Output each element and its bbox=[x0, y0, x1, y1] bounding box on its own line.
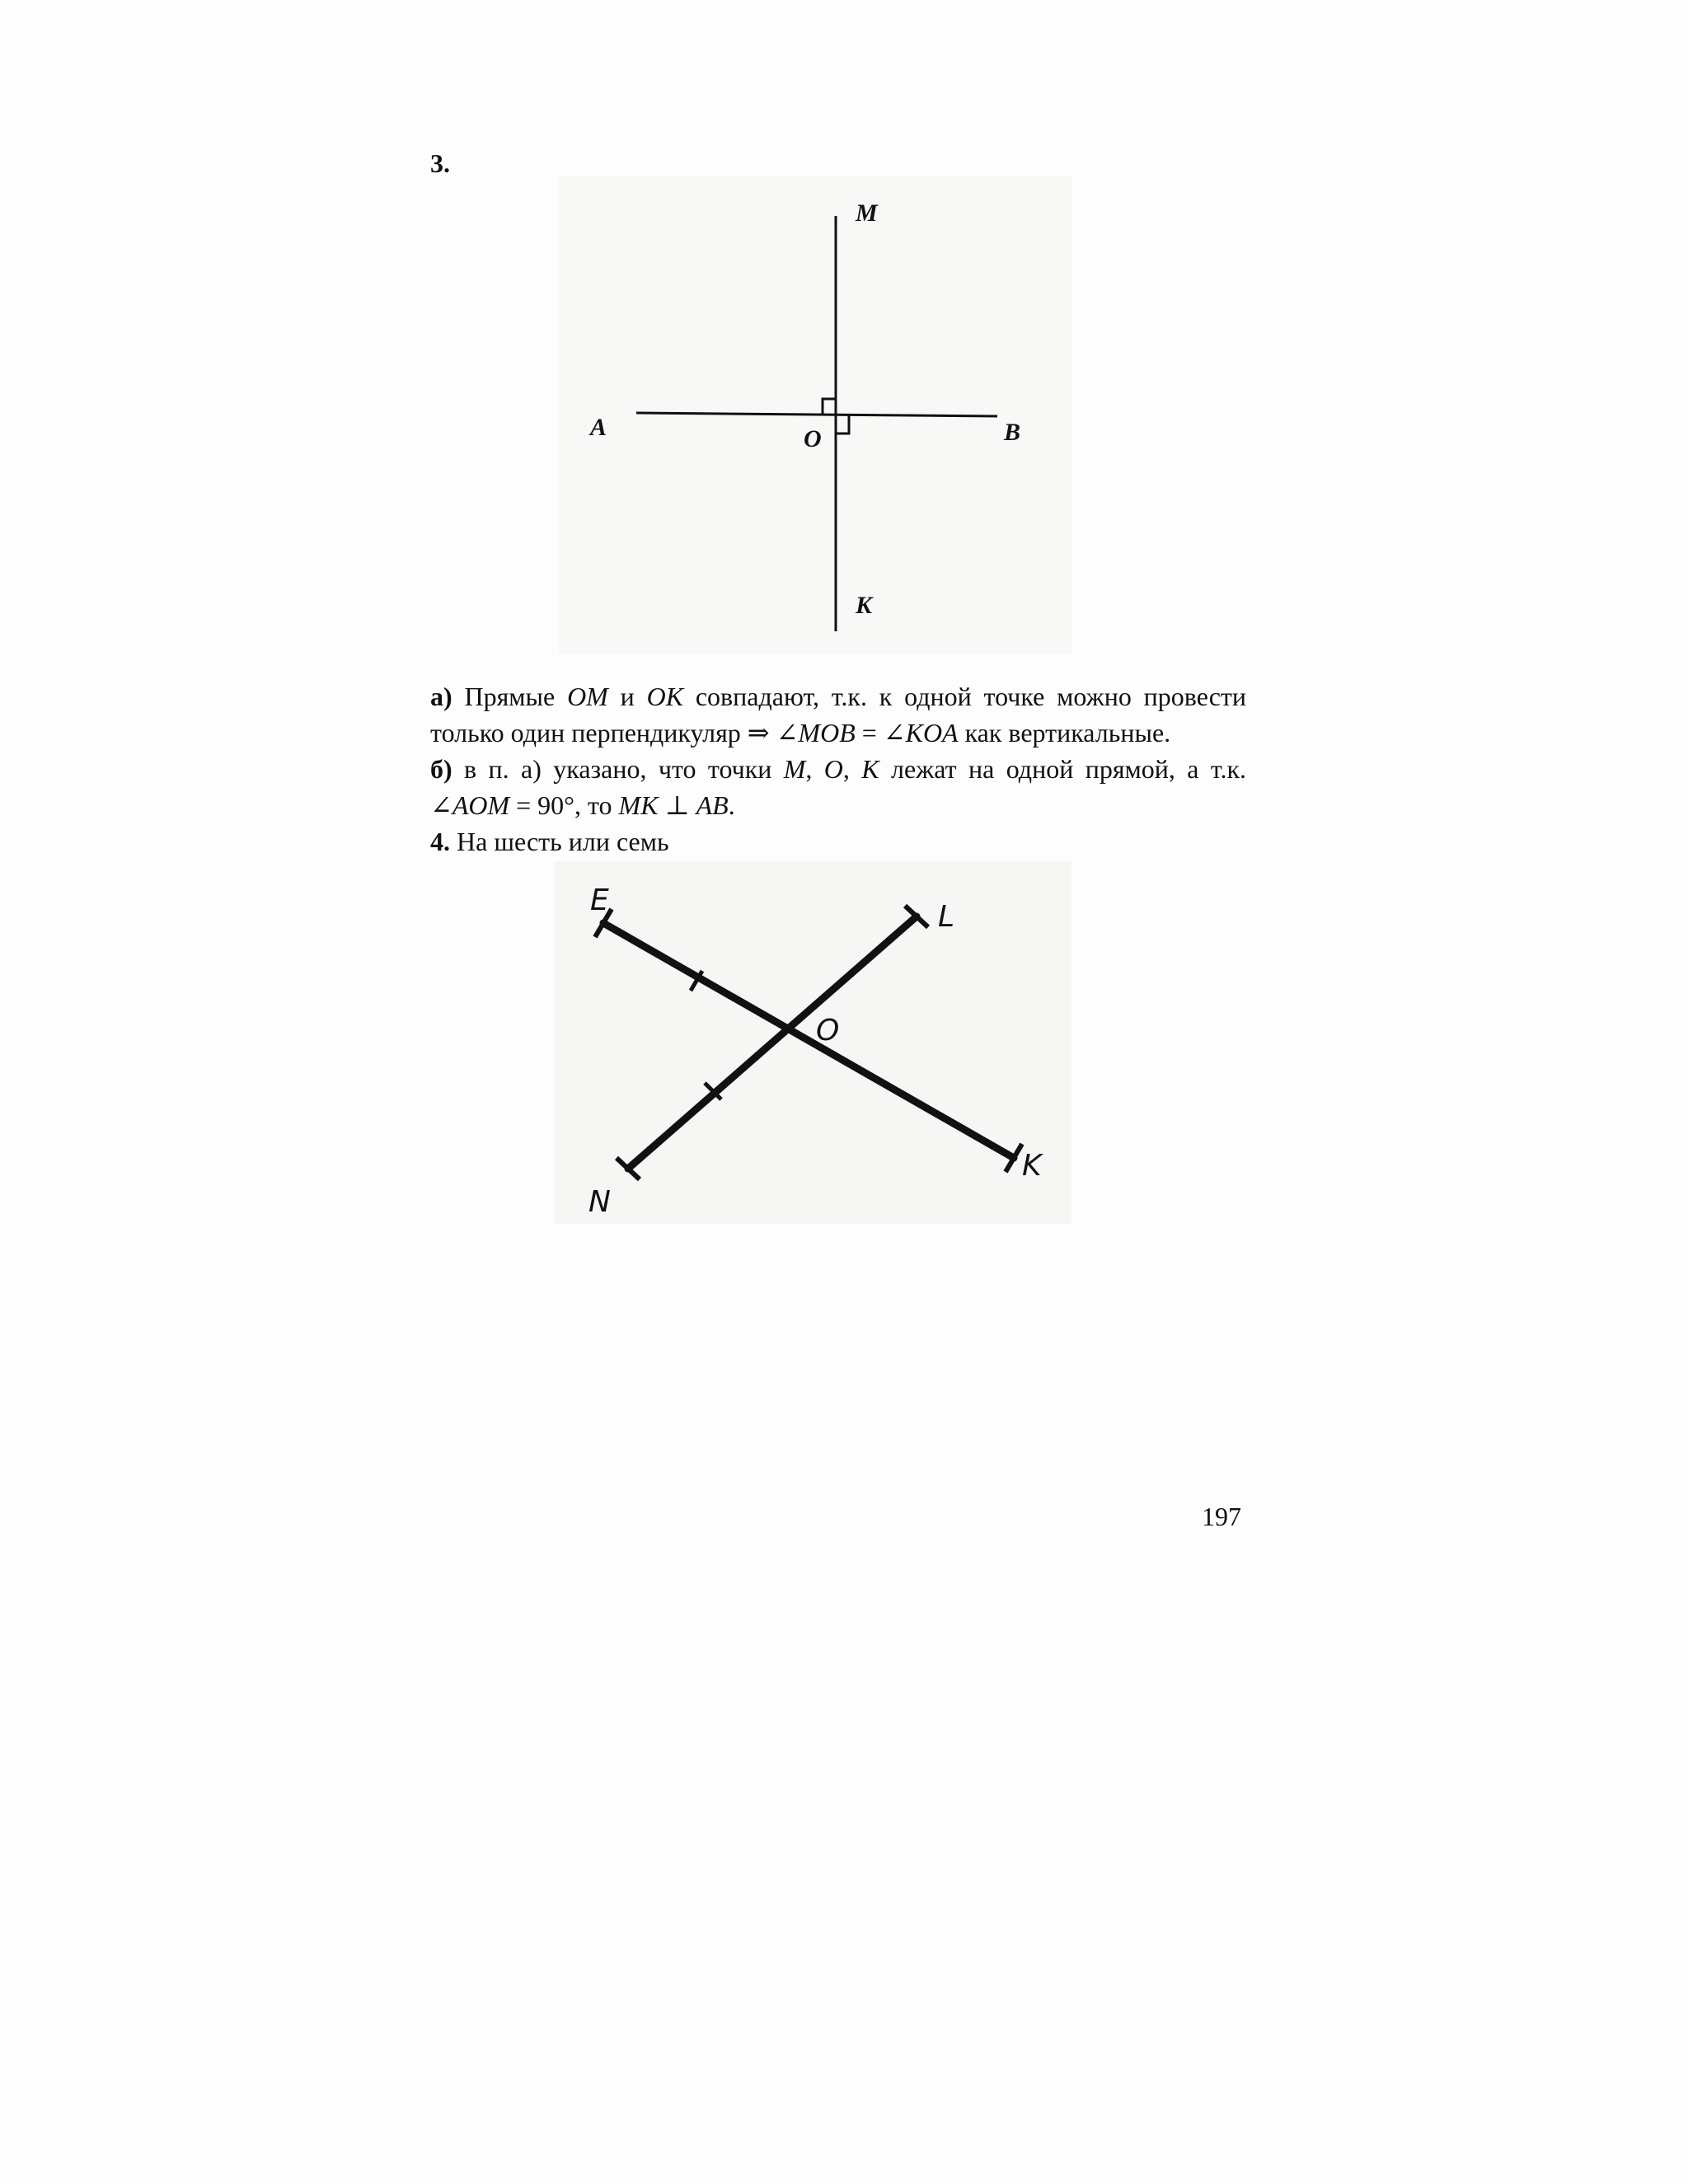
part-a-text-2: совпадают, т.к. к одной точке можно провести bbox=[695, 682, 1247, 711]
part-b-line-2: ∠AOM = 90°, то MK ⊥ AB. bbox=[430, 790, 735, 820]
segment-EK bbox=[603, 923, 1014, 1158]
line-AB bbox=[636, 413, 997, 416]
solution-text bbox=[430, 678, 1246, 860]
problem-3-number: 3. bbox=[430, 148, 450, 178]
page-number: 197 bbox=[1202, 1502, 1241, 1531]
point-label-N: N bbox=[588, 1185, 611, 1219]
part-a-text-3: только один перпендикуляр ⇒ bbox=[430, 718, 770, 748]
problem-4-text: На шесть или семь bbox=[457, 827, 669, 856]
point-label-O: O bbox=[804, 425, 822, 452]
problem-4-number: 4. bbox=[430, 827, 450, 856]
figure-4 bbox=[588, 883, 1043, 1219]
part-b-mk: MK bbox=[618, 790, 659, 820]
part-b-line-1: б) в п. а) указано, что точки M, O, K лежат на одной прямой, а т.к. bbox=[430, 754, 1246, 784]
part-b-aom: ∠AOM bbox=[430, 790, 510, 820]
part-b-k: K bbox=[861, 754, 879, 784]
right-angle-mark-lower bbox=[836, 415, 849, 434]
part-a-ok: OK bbox=[646, 682, 684, 711]
part-a-om: OM bbox=[567, 682, 608, 711]
part-b-m: M bbox=[783, 754, 806, 784]
part-a-text-1: Прямые bbox=[464, 682, 556, 711]
part-b-ab: AB bbox=[696, 790, 729, 820]
part-a-mob: ∠MOB bbox=[776, 718, 856, 748]
part-b-o: O bbox=[823, 754, 843, 784]
part-b-text-2: лежат на одной прямой, а т.к. bbox=[891, 754, 1246, 784]
part-a-text-4: как вертикальные. bbox=[964, 718, 1171, 748]
part-a-line-1 bbox=[430, 678, 1246, 715]
point-label-L: L bbox=[938, 900, 955, 934]
figure-3 bbox=[588, 199, 1020, 631]
point-label-K: K bbox=[856, 592, 873, 619]
part-a-label: а) bbox=[430, 682, 452, 711]
point-label-M: M bbox=[856, 199, 878, 227]
part-b-text-3: = 90°, то bbox=[516, 790, 612, 820]
part-a-koa: ∠KOA bbox=[883, 718, 959, 748]
point-label-B: B bbox=[1004, 419, 1021, 446]
part-b-text-1: в п. а) указано, что точки bbox=[464, 754, 772, 784]
right-angle-mark-upper bbox=[823, 399, 836, 414]
part-b-perp: ⊥ bbox=[664, 790, 690, 820]
part-b-label: б) bbox=[430, 754, 452, 784]
point-label-A: A bbox=[590, 414, 607, 441]
problem-4-line bbox=[430, 823, 1246, 860]
part-a-eq: = bbox=[861, 718, 877, 748]
part-a-line-2 bbox=[430, 715, 1246, 751]
segment-LN bbox=[628, 916, 917, 1169]
point-label-E: E bbox=[590, 883, 609, 917]
point-label-O-fig4: O bbox=[816, 1014, 840, 1047]
part-a-and: и bbox=[620, 682, 635, 711]
point-label-K-fig4: K bbox=[1022, 1149, 1042, 1183]
